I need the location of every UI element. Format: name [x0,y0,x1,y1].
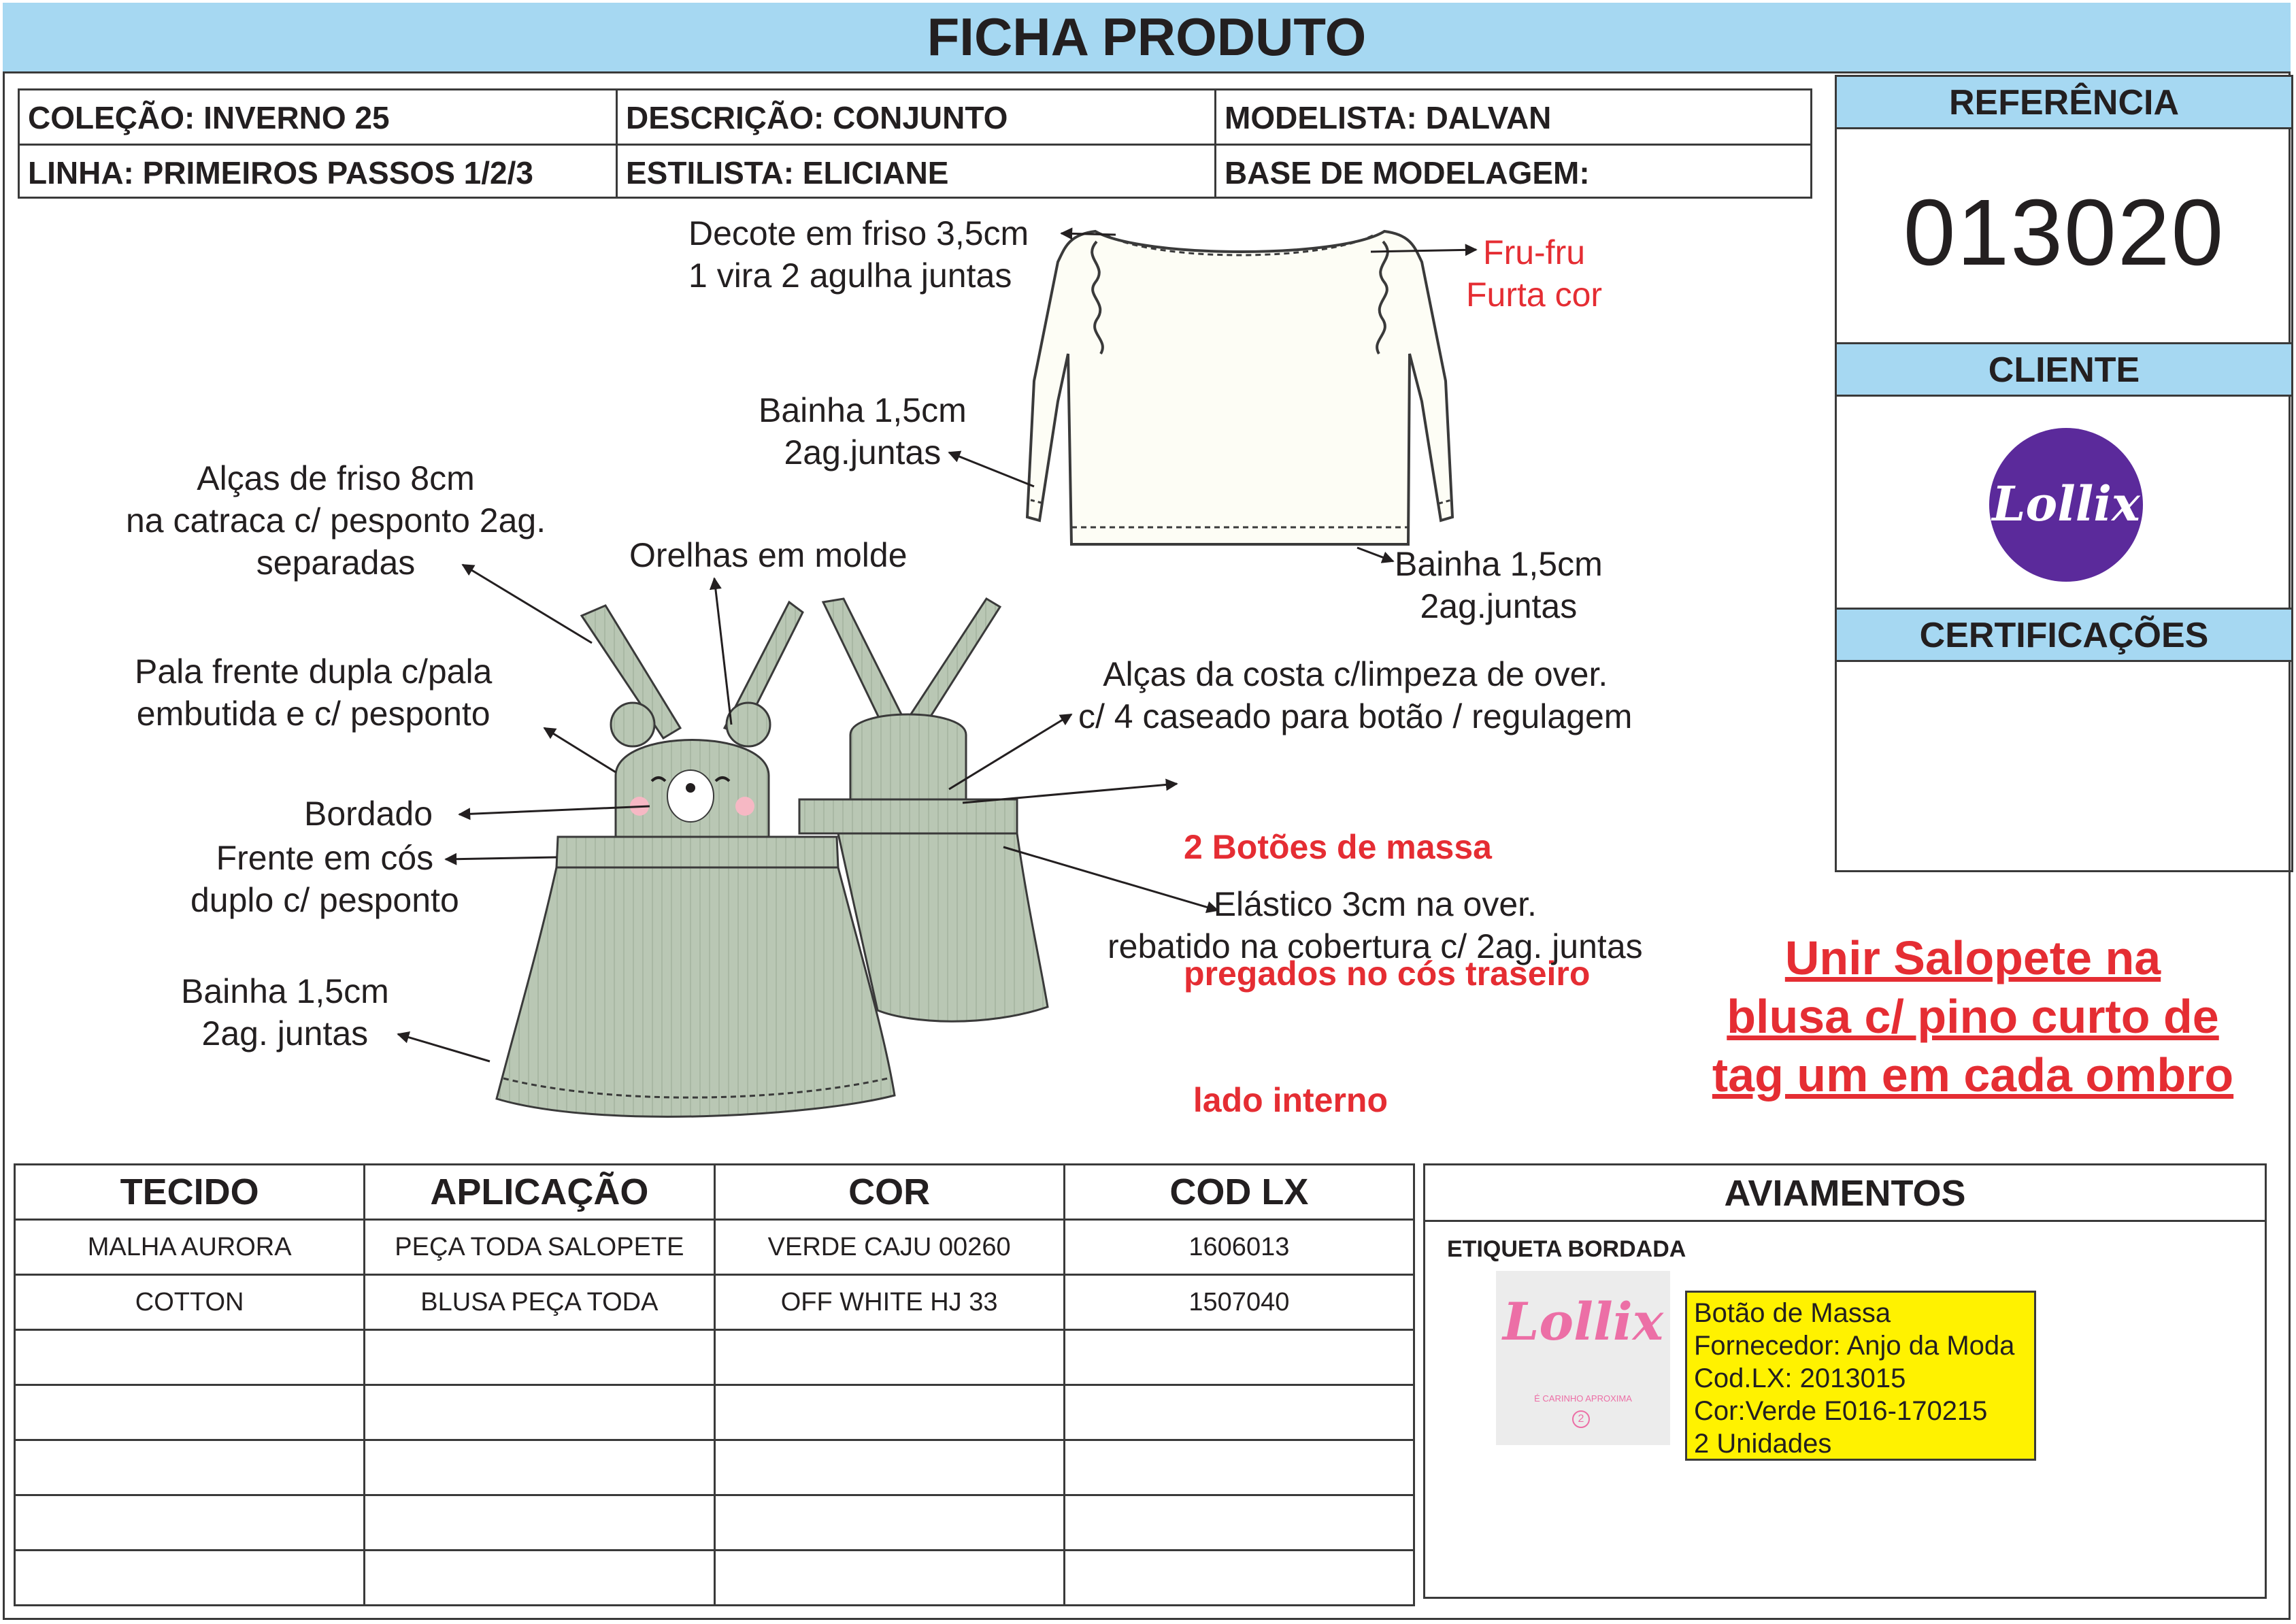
referencia-header: REFERÊNCIA [1837,75,2291,129]
table-cell [714,1440,1064,1495]
table-cell [15,1551,365,1606]
alcas-costa-line-2: c/ 4 caseado para botão / regulagem [1078,697,1633,735]
botao-line: Cod.LX: 2013015 [1694,1363,1906,1393]
header-aplicacao: APLICAÇÃO [365,1165,714,1220]
botoes-note [1184,742,1590,1206]
table-cell [15,1385,365,1440]
table-cell [714,1551,1064,1606]
table-cell: MALHA AURORA [15,1220,365,1275]
embroidered-tag-image [1496,1271,1670,1445]
alcas-friso-line-2: na catraca c/ pesponto 2ag. [126,501,546,540]
frente-cos-note [190,837,459,921]
blouse-drawing [1027,231,1452,544]
botao-line: Cor:Verde E016-170215 [1694,1396,1988,1426]
instruction-line-2: blusa c/ pino curto de [1727,990,2219,1043]
front-salopette-drawing [497,602,895,1116]
colecao-field: COLEÇÃO: INVERNO 25 [28,100,390,135]
alcas-costa-note [1078,653,1632,738]
table-cell [714,1385,1064,1440]
alcas-costa-line-1: Alças da costa c/limpeza de over. [1103,655,1608,693]
tag-size: 2 [1572,1410,1590,1428]
botoes-line-3: lado interno [1184,1081,1388,1119]
frufru-line-1: Fru-fru [1483,233,1586,271]
table-row [15,1220,1414,1275]
botao-line: Fornecedor: Anjo da Moda [1694,1331,2015,1361]
table-cell [714,1330,1064,1385]
botoes-line-1: 2 Botões de massa [1184,828,1492,866]
decote-line-2: 1 vira 2 agulha juntas [688,256,1012,295]
bainha-saia-line-1: Bainha 1,5cm [181,972,389,1010]
modelista-field: MODELISTA: DALVAN [1225,100,1552,135]
bainha-manga-line-2: 2ag.juntas [784,433,942,471]
table-cell [365,1330,714,1385]
fabric-table [14,1163,1415,1606]
alcas-friso-line-1: Alças de friso 8cm [197,459,475,497]
table-cell [1064,1440,1414,1495]
table-cell [365,1385,714,1440]
botoes-line-2: pregados no cós traseiro [1184,955,1591,993]
table-row [15,1385,1414,1440]
page-title: FICHA PRODUTO [3,3,2291,73]
etiqueta-label: ETIQUETA BORDADA [1447,1236,1686,1262]
decote-note [688,212,1029,297]
table-cell [365,1495,714,1551]
bainha-saia-note [181,970,389,1055]
pala-line-1: Pala frente dupla c/pala [135,652,493,691]
frufru-line-2: Furta cor [1466,276,1603,314]
table-cell [1064,1385,1414,1440]
bainha-saia-line-2: 2ag. juntas [201,1014,369,1053]
table-cell [15,1440,365,1495]
botao-line: 2 Unidades [1694,1429,1832,1459]
base-modelagem-field: BASE DE MODELAGEM: [1225,155,1590,190]
table-cell: VERDE CAJU 00260 [714,1220,1064,1275]
table-row [15,1275,1414,1330]
table-cell: BLUSA PEÇA TODA [365,1275,714,1330]
instruction-line-3: tag um em cada ombro [1712,1048,2234,1101]
fabric-table-header [15,1165,1414,1220]
header-cor: COR [714,1165,1064,1220]
table-row [15,1495,1414,1551]
botao-line: Botão de Massa [1694,1298,1891,1328]
descricao-field: DESCRIÇÃO: CONJUNTO [626,100,1008,135]
botao-spec-box [1685,1291,2036,1461]
elastico-line-2: rebatido na cobertura c/ 2ag. juntas [1108,927,1643,965]
aviamentos-panel [1423,1163,2267,1599]
table-cell: COTTON [15,1275,365,1330]
table-row [15,1330,1414,1385]
table-cell [714,1495,1064,1551]
alcas-friso-note [126,457,546,584]
instruction-line-1: Unir Salopete na [1784,931,2161,984]
tag-logo: Lollix [1502,1291,1664,1352]
certificacoes-header: CERTIFICAÇÕES [1837,608,2291,662]
elastico-line-1: Elástico 3cm na over. [1213,885,1537,923]
table-cell [15,1330,365,1385]
frufru-note [1466,231,1602,316]
bainha-blusa-line-1: Bainha 1,5cm [1395,545,1603,583]
cliente-header: CLIENTE [1837,342,2291,397]
table-cell: PEÇA TODA SALOPETE [365,1220,714,1275]
bainha-manga-note [759,389,967,474]
reference-number: 013020 [1903,180,2225,285]
bainha-blusa-note [1395,543,1603,627]
table-row [15,1440,1414,1495]
pala-note [135,650,492,735]
bainha-blusa-line-2: 2ag.juntas [1420,587,1578,625]
bainha-manga-line-1: Bainha 1,5cm [759,391,967,429]
decote-line-1: Decote em friso 3,5cm [688,214,1029,252]
elastico-note [1108,883,1643,967]
table-row [15,1551,1414,1606]
linha-field: LINHA: PRIMEIROS PASSOS 1/2/3 [28,155,533,190]
aviamentos-header: AVIAMENTOS [1425,1165,2265,1222]
assembly-instruction [1670,929,2276,1104]
table-cell [1064,1551,1414,1606]
bordado-note: Bordado [304,795,433,833]
table-cell: OFF WHITE HJ 33 [714,1275,1064,1330]
table-cell: 1606013 [1064,1220,1414,1275]
table-cell: 1507040 [1064,1275,1414,1330]
table-cell [365,1551,714,1606]
alcas-friso-line-3: separadas [256,544,416,582]
table-cell [365,1440,714,1495]
estilista-field: ESTILISTA: ELICIANE [626,155,949,190]
header-cod-lx: COD LX [1064,1165,1414,1220]
table-cell [1064,1330,1414,1385]
tag-text: É CARINHO APROXIMA [1534,1393,1632,1404]
header-tecido: TECIDO [15,1165,365,1220]
table-cell [15,1495,365,1551]
pala-line-2: embutida e c/ pesponto [136,695,490,733]
frente-cos-line-1: Frente em cós [216,839,434,877]
frente-cos-line-2: duplo c/ pesponto [190,881,459,919]
orelhas-note: Orelhas em molde [629,536,908,574]
table-cell [1064,1495,1414,1551]
client-logo-text: Lollix [1992,476,2140,532]
